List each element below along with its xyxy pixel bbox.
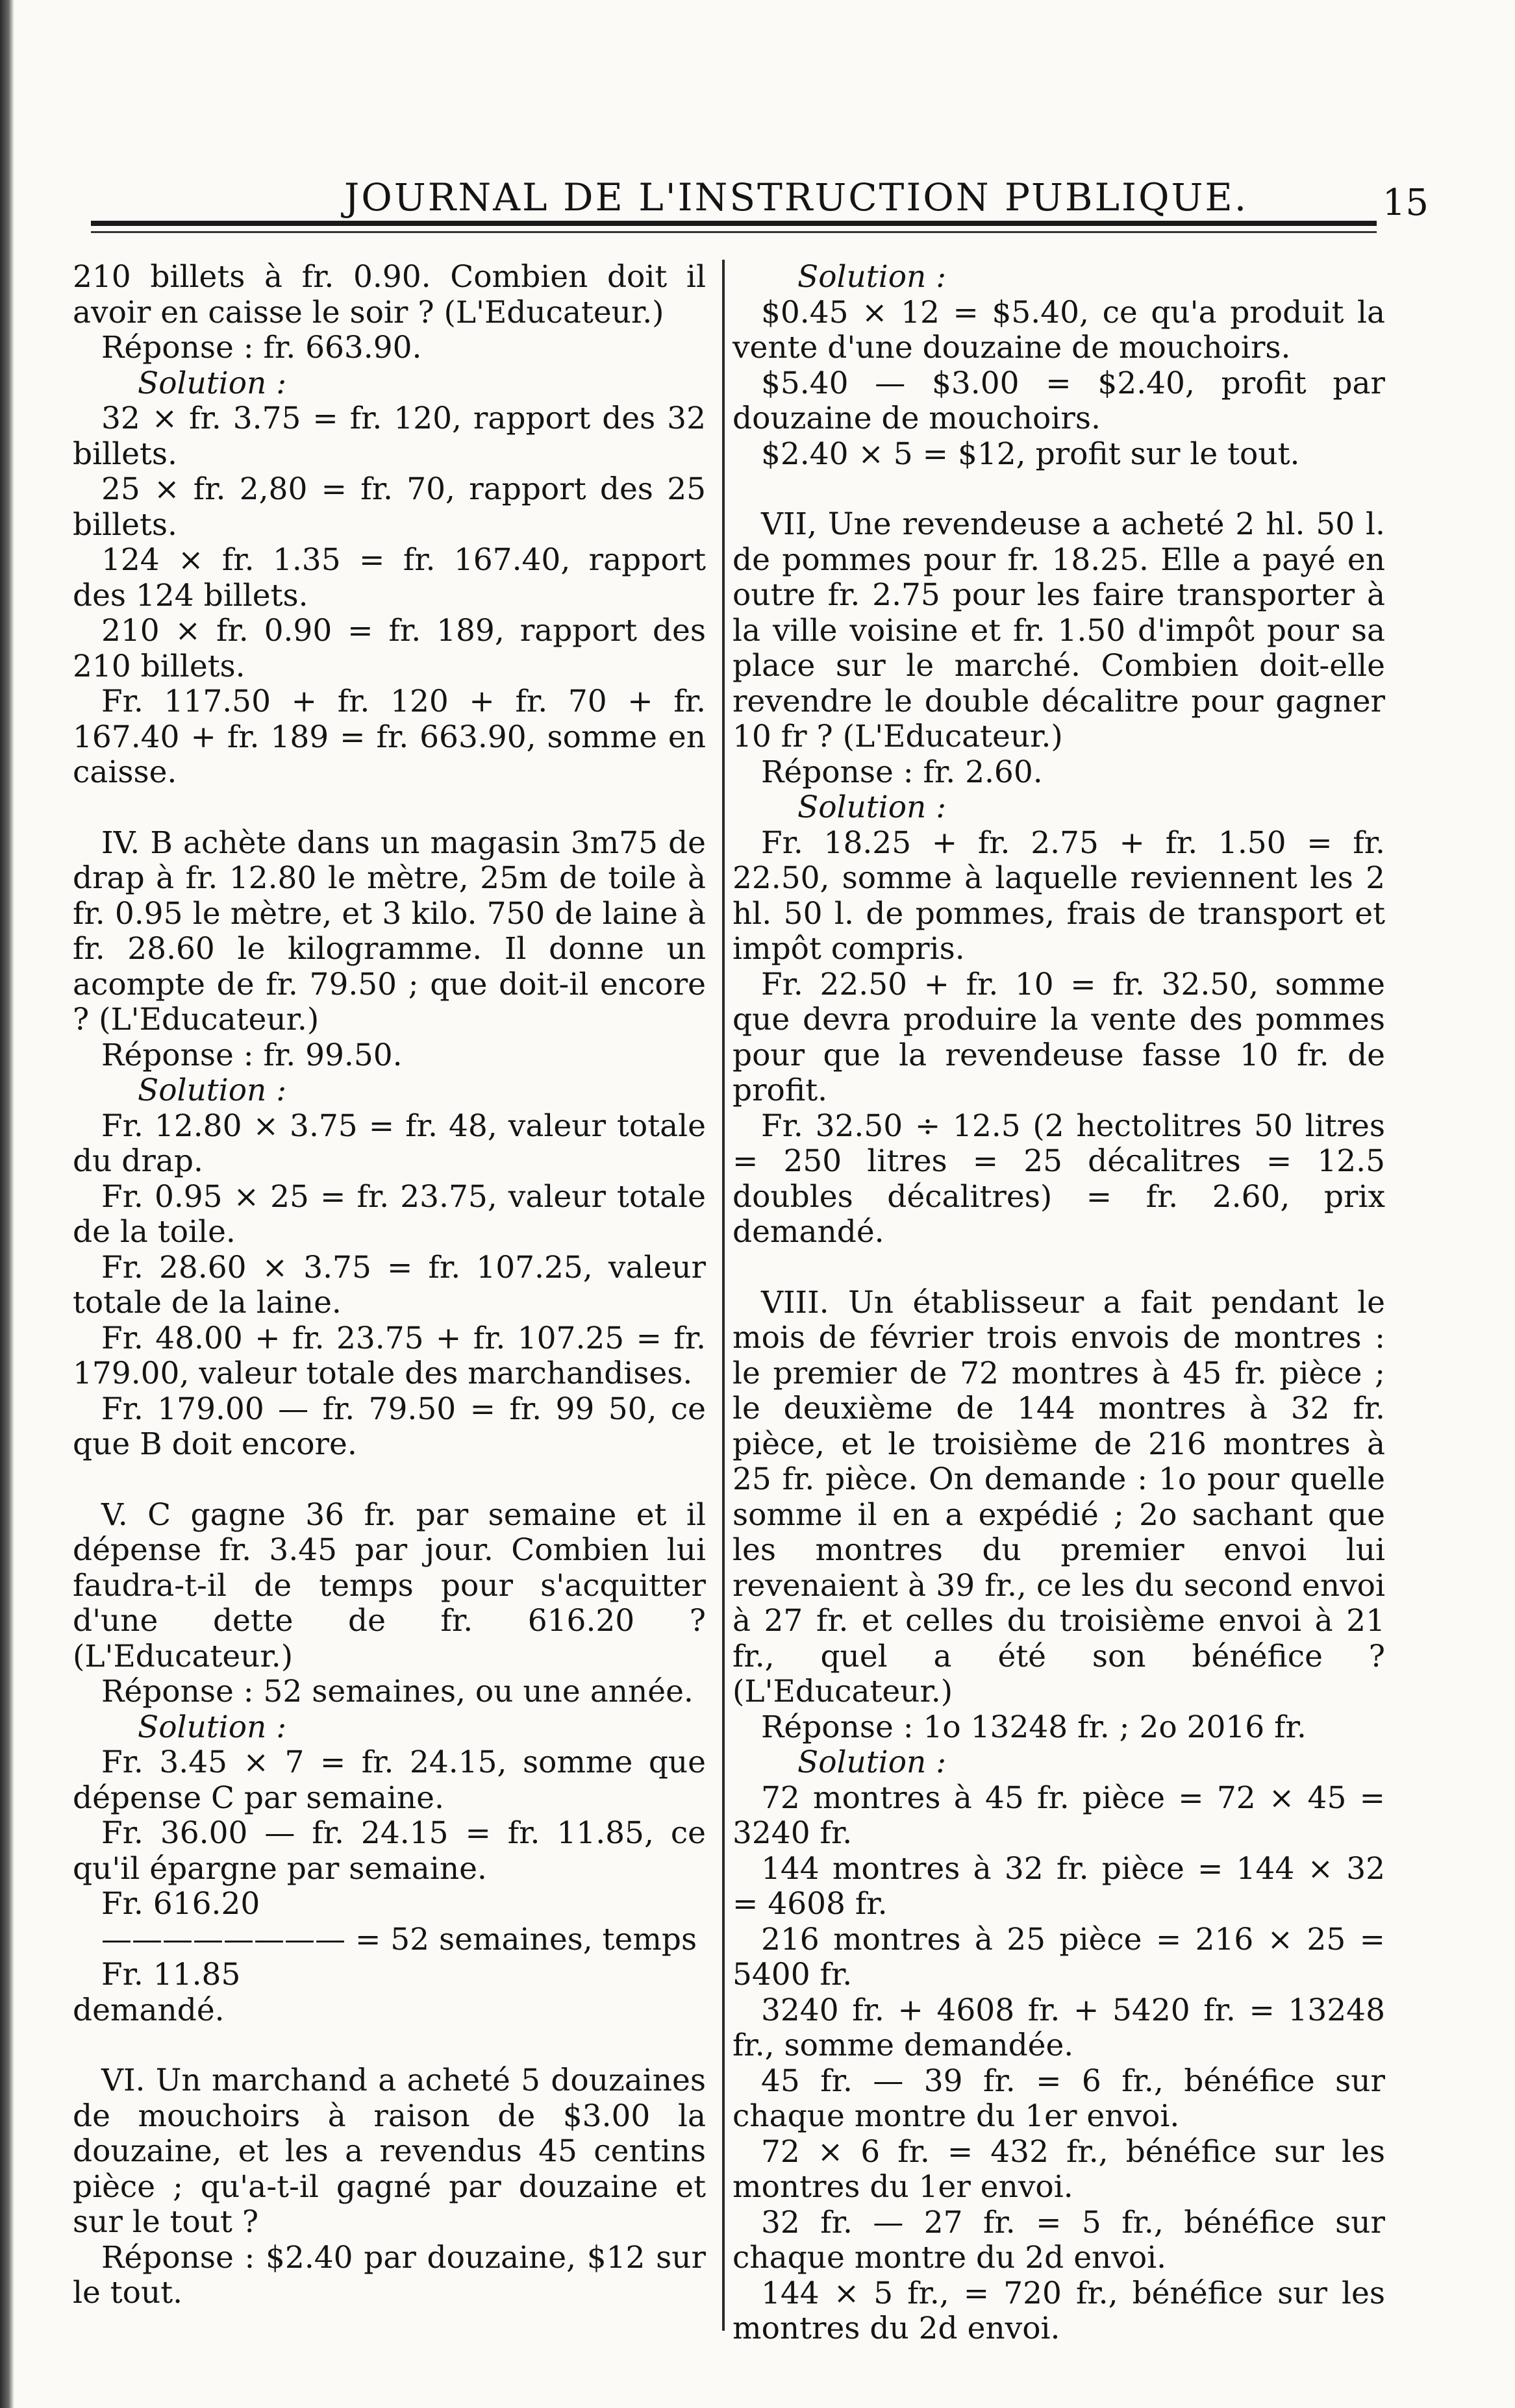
- column-divider: [722, 260, 725, 2331]
- text-paragraph: Fr. 0.95 × 25 = fr. 23.75, valeur totale de la toile.: [73, 1178, 706, 1250]
- text-paragraph: Réponse : $2.40 par douzaine, $12 sur le tout.: [73, 2239, 706, 2311]
- journal-title: JOURNAL DE L'INSTRUCTION PUBLIQUE.: [344, 175, 1249, 219]
- solution-heading: Solution :: [797, 789, 947, 825]
- text-paragraph: Fr. 179.00 — fr. 79.50 = fr. 99 50, ce que B doit encore.: [73, 1391, 706, 1462]
- text-paragraph: Fr. 48.00 + fr. 23.75 + fr. 107.25 = fr. 179.00, valeur totale des marchandises.: [73, 1320, 706, 1391]
- text-paragraph: 210 billets à fr. 0.90. Combien doit il avoir en caisse le soir ? (L'Educateur.): [73, 259, 706, 330]
- text-paragraph: 3240 fr. + 4608 fr. + 5420 fr. = 13248 fr., somme demandée.: [732, 1992, 1385, 2063]
- text-paragraph: $2.40 × 5 = $12, profit sur le tout.: [761, 436, 1300, 472]
- solution-heading: Solution :: [138, 1709, 287, 1745]
- text-paragraph: Fr. 117.50 + fr. 120 + fr. 70 + fr. 167.40 + fr. 189 = fr. 663.90, somme en caisse.: [73, 684, 706, 790]
- text-paragraph: 144 × 5 fr., = 720 fr., bénéfice sur les montres du 2d envoi.: [732, 2275, 1385, 2346]
- left-column: [73, 260, 706, 2311]
- text-paragraph: IV. B achète dans un magasin 3m75 de drap à fr. 12.80 le mètre, 25m de toile à fr. 0.95 le mètre, et 3 kilo. 750 de laine à fr. 28.60 le kilogramme. Il donne un acompte de fr. 79.50 ; que doit-il encore ? (L'Educateur.): [73, 825, 706, 1037]
- text-paragraph: 72 montres à 45 fr. pièce = 72 × 45 = 3240 fr.: [732, 1780, 1385, 1851]
- text-paragraph: 216 montres à 25 pièce = 216 × 25 = 5400 fr.: [732, 1921, 1385, 1992]
- text-paragraph: Fr. 22.50 + fr. 10 = fr. 32.50, somme que devra produire la vente des pommes pour que la revendeuse fasse 10 fr. de profit.: [732, 966, 1385, 1108]
- text-paragraph: 45 fr. — 39 fr. = 6 fr., bénéfice sur chaque montre du 1er envoi.: [732, 2063, 1385, 2134]
- text-paragraph: Réponse : fr. 2.60.: [761, 754, 1043, 790]
- text-paragraph: 25 × fr. 2,80 = fr. 70, rapport des 25 billets.: [73, 471, 706, 543]
- text-paragraph: 32 fr. — 27 fr. = 5 fr., bénéfice sur chaque montre du 2d envoi.: [732, 2204, 1385, 2276]
- text-paragraph: demandé.: [73, 1992, 225, 2028]
- paragraph-spacer: [732, 1250, 1385, 1285]
- text-paragraph: Réponse : 1o 13248 fr. ; 2o 2016 fr.: [761, 1709, 1307, 1745]
- solution-heading: Solution :: [138, 365, 287, 401]
- text-paragraph: ———————— = 52 semaines, temps: [101, 1921, 697, 1957]
- text-paragraph: Fr. 3.45 × 7 = fr. 24.15, somme que dépense C par semaine.: [73, 1744, 706, 1816]
- text-paragraph: 32 × fr. 3.75 = fr. 120, rapport des 32 billets.: [73, 401, 706, 472]
- header-rule-thin: [91, 231, 1377, 233]
- text-paragraph: VIII. Un établisseur a fait pendant le mois de février trois envois de montres : le premier de 72 montres à 45 fr. pièce ; le deuxième de 144 montres à 32 fr. pièce, et le troisième de 216 montres à 25 fr. pièce. On demande : 1o pour quelle somme il en a expédié ; 2o sachant que les montres du premier envoi lui revenaient à 39 fr., ce les du second envoi à 27 fr. et celles du troisième envoi à 21 fr., quel a été son bénéfice ? (L'Educateur.): [732, 1284, 1385, 1709]
- header-rule: [91, 221, 1377, 226]
- text-paragraph: 72 × 6 fr. = 432 fr., bénéfice sur les montres du 1er envoi.: [732, 2133, 1385, 2205]
- text-paragraph: Fr. 12.80 × 3.75 = fr. 48, valeur totale du drap.: [73, 1108, 706, 1179]
- text-paragraph: Fr. 11.85: [101, 1957, 241, 1992]
- text-paragraph: 124 × fr. 1.35 = fr. 167.40, rapport des 124 billets.: [73, 542, 706, 614]
- text-paragraph: Réponse : fr. 663.90.: [101, 330, 422, 366]
- paragraph-spacer: [73, 2028, 706, 2063]
- text-paragraph: $0.45 × 12 = $5.40, ce qu'a produit la vente d'une douzaine de mouchoirs.: [732, 294, 1385, 366]
- text-paragraph: 144 montres à 32 fr. pièce = 144 × 32 = 4608 fr.: [732, 1850, 1385, 1922]
- solution-heading: Solution :: [797, 1744, 947, 1780]
- solution-heading: Solution :: [797, 259, 947, 295]
- text-paragraph: Fr. 616.20: [101, 1886, 260, 1922]
- paragraph-spacer: [732, 472, 1385, 507]
- text-paragraph: Fr. 36.00 — fr. 24.15 = fr. 11.85, ce qu'il épargne par semaine.: [73, 1815, 706, 1887]
- text-paragraph: VI. Un marchand a acheté 5 douzaines de mouchoirs à raison de $3.00 la douzaine, et les a revendus 45 centins pièce ; qu'a-t-il gagné par douzaine et sur le tout ?: [73, 2063, 706, 2240]
- text-paragraph: VII, Une revendeuse a acheté 2 hl. 50 l. de pommes pour fr. 18.25. Elle a payé en outre fr. 2.75 pour les faire transporter à la ville voisine et fr. 1.50 d'impôt pour sa place sur le marché. Combien doit-elle revendre le double décalitre pour gagner 10 fr ? (L'Educateur.): [732, 506, 1385, 754]
- text-paragraph: Fr. 32.50 ÷ 12.5 (2 hectolitres 50 litres = 250 litres = 25 décalitres = 12.5 doubles décalitres) = fr. 2.60, prix demandé.: [732, 1108, 1385, 1250]
- page-header: [78, 162, 1429, 224]
- text-paragraph: Réponse : fr. 99.50.: [101, 1037, 403, 1073]
- text-paragraph: $5.40 — $3.00 = $2.40, profit par douzaine de mouchoirs.: [732, 365, 1385, 436]
- text-paragraph: 210 × fr. 0.90 = fr. 189, rapport des 210 billets.: [73, 613, 706, 684]
- solution-heading: Solution :: [138, 1073, 287, 1108]
- text-paragraph: Réponse : 52 semaines, ou une année.: [101, 1674, 694, 1709]
- page-edge-shadow: [0, 0, 14, 2408]
- page-number: 15: [1382, 182, 1429, 224]
- paragraph-spacer: [73, 1463, 706, 1498]
- text-paragraph: V. C gagne 36 fr. par semaine et il dépense fr. 3.45 par jour. Combien lui faudra-t-il de temps pour s'acquitter d'une dette de fr. 616.20 ? (L'Educateur.): [73, 1496, 706, 1674]
- right-column: [732, 260, 1385, 2347]
- text-paragraph: Fr. 28.60 × 3.75 = fr. 107.25, valeur totale de la laine.: [73, 1249, 706, 1321]
- text-paragraph: Fr. 18.25 + fr. 2.75 + fr. 1.50 = fr. 22.50, somme à laquelle reviennent les 2 hl. 50 l. de pommes, frais de transport et impôt compris.: [732, 825, 1385, 967]
- paragraph-spacer: [73, 791, 706, 826]
